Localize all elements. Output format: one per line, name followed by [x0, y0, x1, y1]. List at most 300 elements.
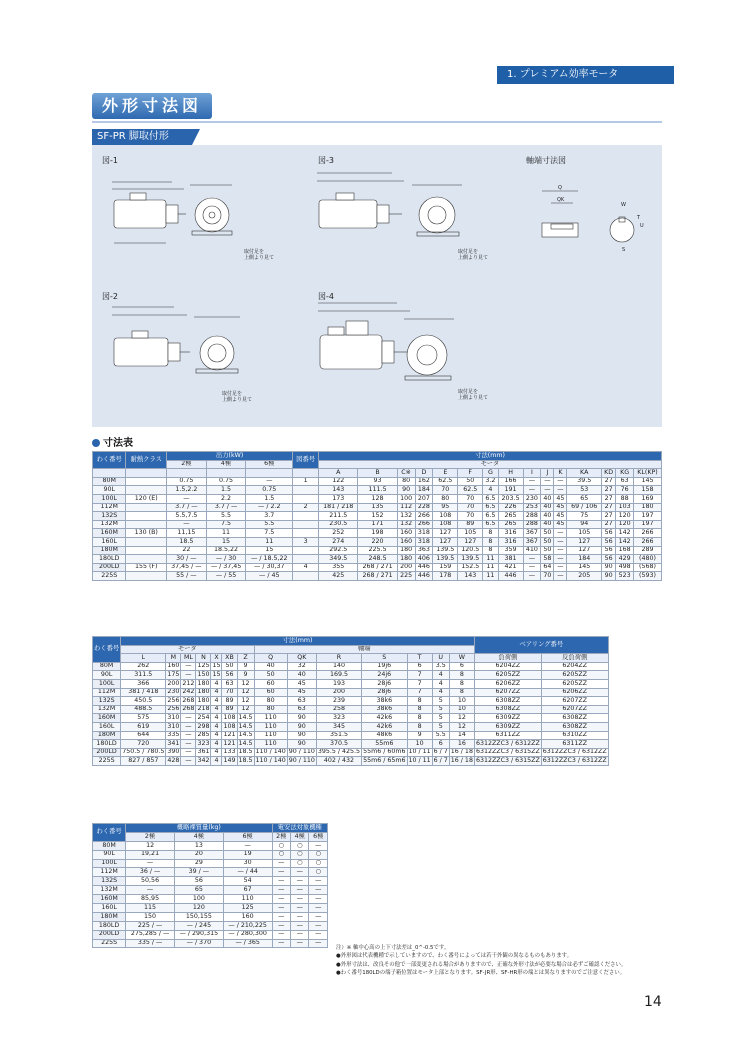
t3-frame-header: わく番号 — [93, 824, 126, 842]
t1-col-header: K — [554, 469, 567, 478]
t1-output: 55 / — — [167, 572, 207, 581]
t2-dim: 4 — [211, 697, 222, 706]
t1-dims-header: 寸法(mm) — [319, 452, 662, 461]
t2-dim: 140 — [316, 662, 361, 671]
t2-dim: 28j6 — [362, 679, 407, 688]
t1-output: 18.5,22 — [206, 546, 246, 555]
t2-dim: 4 — [211, 688, 222, 697]
t2-dim: 6 — [407, 662, 432, 671]
t2-dim: 370.5 — [316, 740, 361, 749]
t2-dim: — — [181, 740, 196, 749]
t1-dim: 139.5 — [433, 546, 458, 555]
t2-dim: 644 — [121, 731, 166, 740]
t3-mass: — — [126, 859, 175, 868]
t2-dim: 8 — [407, 697, 432, 706]
t1-dim: 225 — [397, 572, 415, 581]
t1-dim: — — [554, 572, 567, 581]
table-row — [93, 886, 328, 895]
t1-dim: 349.5 — [319, 555, 358, 564]
t2-dim: 5.5 — [432, 731, 449, 740]
table-row — [93, 859, 328, 868]
t3-cert: — — [291, 912, 309, 921]
t2-dim: 6 — [449, 662, 474, 671]
t1-dim: 75 — [567, 512, 602, 521]
t1-dim: 292.5 — [319, 546, 358, 555]
t1-fig — [293, 520, 319, 529]
t2-dim: 56 — [222, 671, 237, 680]
t1-dim: 253 — [523, 503, 541, 512]
t2-dim: 230 — [167, 688, 180, 696]
t1-col-header: KL(KP) — [634, 469, 662, 478]
t2-dim: 256 — [167, 705, 180, 713]
t1-dim: 274 — [319, 537, 358, 546]
t2-dim: 45 — [287, 679, 316, 688]
t2-col-header: Q — [254, 654, 287, 663]
t2-col-header: R — [316, 654, 361, 663]
table-row — [93, 546, 662, 555]
t1-dim: 27 — [602, 503, 616, 512]
t1-frame: 132M — [93, 520, 126, 529]
t1-dim: 180 — [634, 503, 662, 512]
t3-frame: 132S — [93, 877, 126, 886]
table-row — [93, 529, 662, 538]
t2-col-header: ML — [181, 654, 196, 663]
shaft-end-label: 軸端寸法図 — [526, 156, 566, 165]
t3-cert: — — [291, 939, 309, 948]
table-row — [93, 572, 662, 581]
t1-output: 7.5 — [246, 529, 293, 538]
t1-dim: 27 — [602, 494, 616, 503]
t2-dim: 55m6 / 60m6 — [363, 748, 406, 756]
t1-dim: — — [523, 572, 541, 581]
t1-output-header: 出力(kW) — [167, 452, 293, 461]
t1-dim: 127 — [567, 537, 602, 546]
t3-cert: — — [309, 921, 328, 930]
t2-dim: 108 — [223, 713, 236, 721]
t2-dim: 10 / 11 — [408, 756, 431, 764]
t2-dim: 89 — [222, 697, 237, 706]
t1-output: 1.5,2.2 — [167, 486, 207, 495]
t1-dim: 40 — [541, 512, 554, 521]
t1-col-header: C※ — [397, 469, 415, 478]
t3-frame: 200LD — [93, 930, 126, 939]
t2-dim: 395.5 / 425.5 — [317, 748, 361, 756]
t2-dim: 14.5 — [238, 739, 253, 747]
t2-dim: 10 — [449, 697, 474, 706]
t2-dim: 12 — [449, 714, 474, 723]
t3-mass: 120 — [174, 904, 223, 913]
t3-frame: 132M — [93, 886, 126, 895]
t1-dim: 268 / 271 — [358, 572, 397, 581]
t2-col-header: L — [121, 654, 166, 663]
t2-dim: 8 — [449, 671, 474, 680]
t1-dim: 158 — [634, 486, 662, 495]
t1-dim: 127 — [433, 529, 458, 538]
t2-bearing: 6204ZZ — [474, 662, 541, 671]
shaft-label-s: S — [622, 247, 626, 253]
t2-dim: 12 — [237, 705, 254, 714]
t3-frame: 80M — [93, 841, 126, 850]
t1-output: 0.75 — [167, 477, 207, 486]
t1-col-header: H — [498, 469, 523, 478]
t1-dim: 381 — [498, 555, 523, 564]
t2-dim: 14 — [449, 731, 474, 740]
t2-dim: 8 — [407, 714, 432, 723]
t2-bearing: 6310ZZ — [541, 731, 608, 740]
t3-cert: — — [291, 877, 309, 886]
t1-dim: — — [554, 477, 567, 486]
t2-bearing: 6312ZZC3 / 6312ZZ — [475, 739, 540, 747]
t2-col-header: T — [407, 654, 432, 663]
t1-output: 22 — [167, 546, 207, 555]
t1-class — [126, 555, 167, 564]
t1-dim: 169 — [634, 494, 662, 503]
t1-class — [126, 512, 167, 521]
t1-spacer — [167, 469, 207, 478]
t2-dim: 200 — [316, 688, 361, 697]
t2-dim: 38k6 — [362, 705, 407, 714]
t1-output: — / 37,45 — [206, 563, 246, 572]
t1-dim: 27 — [602, 520, 616, 529]
t1-dim: 58 — [541, 555, 554, 564]
t1-class — [126, 546, 167, 555]
t3-pole: 2極 — [272, 832, 290, 841]
t3-mass: 65 — [174, 886, 223, 895]
figure-1-label: 図-1 — [102, 156, 118, 165]
t2-dim: 575 — [121, 714, 166, 723]
t1-dim: 132 — [397, 512, 415, 521]
t2-dim: 310 — [167, 713, 180, 721]
t2-dim: 110 — [254, 722, 287, 731]
t3-mass: 29 — [174, 859, 223, 868]
t3-cert: — — [272, 886, 290, 895]
t1-output: 2.2 — [206, 494, 246, 503]
t1-dim: 171 — [358, 520, 397, 529]
t2-dim: 110 — [254, 740, 287, 749]
t1-dim: 120 — [616, 520, 634, 529]
t1-dim: 265 — [498, 520, 523, 529]
t1-dim: 184 — [567, 555, 602, 564]
t2-dim: 4 — [432, 688, 449, 697]
figure-4-label: 図-4 — [318, 292, 334, 301]
t1-dim: 63 — [616, 477, 634, 486]
t2-dim: 50 — [222, 662, 237, 671]
t2-dim: 10 / 11 — [408, 748, 431, 756]
t2-dim: 7 — [407, 671, 432, 680]
t2-bearing: 6309ZZ — [474, 714, 541, 723]
page-number: 14 — [644, 994, 662, 1010]
t2-dim: 40 — [287, 671, 316, 680]
t3-frame: 225S — [93, 939, 126, 948]
t1-dim: 70 — [458, 512, 483, 521]
t2-dim: — — [181, 757, 196, 766]
t2-dim: 258 — [316, 705, 361, 714]
t1-fig: 1 — [293, 477, 319, 486]
t1-dim: 143 — [319, 486, 358, 495]
view-note-1: 取付足を 上側より見て — [244, 249, 275, 261]
t1-dim: 160 — [397, 537, 415, 546]
t3-mass: 150,155 — [174, 912, 223, 921]
table-row — [93, 904, 328, 913]
t3-cert: — — [309, 877, 328, 886]
t2-dim: 200 — [167, 679, 180, 687]
t1-dim: 50 — [541, 537, 554, 546]
t2-dim: 45 — [287, 688, 316, 697]
t1-dim: — — [554, 537, 567, 546]
t1-output: — / 30 — [206, 555, 246, 564]
dims-section-title: 寸法表 — [92, 434, 133, 449]
t1-dim: 120.5 — [458, 546, 483, 555]
t1-dim: 88 — [616, 494, 634, 503]
t1-output: — / 2.2 — [246, 503, 293, 512]
t3-mass: 100 — [174, 895, 223, 904]
t2-dim: 110 / 140 — [255, 748, 286, 756]
t2-dim: 90 — [287, 714, 316, 723]
table-row — [93, 722, 609, 731]
t1-dim: 127 — [433, 537, 458, 546]
t1-output: — — [167, 520, 207, 529]
t2-dim: 6 — [432, 740, 449, 749]
t2-dim: 90 / 110 — [288, 756, 315, 764]
t3-cert: — — [309, 904, 328, 913]
t2-col-header: W — [449, 654, 474, 663]
t1-output: — / 30,37 — [246, 563, 293, 572]
t2-dim: 619 — [121, 722, 166, 731]
t1-dim: 90 — [602, 572, 616, 581]
t1-dim: 11 — [483, 563, 498, 572]
t1-col-header: J — [541, 469, 554, 478]
t1-dim: 122 — [319, 477, 358, 486]
t2-frame-header: わく番号 — [93, 637, 121, 663]
t2-bearing: 6308ZZ — [541, 722, 608, 731]
t1-frame-header: わく番号 — [93, 452, 126, 469]
t1-dim: 197 — [634, 512, 662, 521]
t3-pole: 2極 — [126, 832, 175, 841]
t1-dim: 8 — [483, 529, 498, 538]
footnote: ●外形寸法は、改良その他で一部変更される場合がありますので、正確な外形寸法が必要な場合は必ずご確認ください。 — [336, 961, 627, 968]
t1-spacer — [93, 469, 126, 478]
t2-dim: 488.5 — [121, 705, 166, 714]
table-row — [93, 486, 662, 495]
page-subtitle: SF-PR 脚取付形 — [92, 129, 192, 145]
t1-dim: 248.5 — [358, 555, 397, 564]
t2-dim: 4 — [211, 679, 222, 688]
t2-dim: 4 — [211, 757, 222, 766]
t3-mass: 13 — [174, 841, 223, 850]
t2-dim: 80 — [254, 697, 287, 706]
t2-dim: 90 — [287, 722, 316, 731]
t3-cert: ○ — [309, 850, 328, 859]
shaft-label-w: W — [621, 202, 626, 208]
t1-frame: 200LD — [93, 563, 126, 572]
t3-mass: 54 — [223, 877, 272, 886]
t2-frame: 80M — [93, 662, 121, 671]
t1-output: 3.7 — [246, 512, 293, 521]
t2-dim: 40 — [254, 662, 287, 671]
t3-cert: — — [272, 921, 290, 930]
t2-dim: 18.5 — [238, 756, 253, 764]
t1-output: 18.5 — [167, 537, 207, 546]
t1-dim: 207 — [415, 494, 433, 503]
t3-mass: — / 44 — [223, 868, 272, 877]
t1-class — [126, 503, 167, 512]
t2-bearing: 6312ZZC3 / 6315ZZ — [475, 748, 540, 756]
t3-mass: 19 — [223, 850, 272, 859]
t2-dim: 90 — [287, 731, 316, 740]
t1-col-header: B — [358, 469, 397, 478]
t1-col-header: KG — [616, 469, 634, 478]
t2-dim: 90 — [287, 740, 316, 749]
t1-dim: 93 — [358, 477, 397, 486]
footnotes — [336, 944, 666, 977]
t2-bearing: 6311ZZ — [474, 731, 541, 740]
t1-class — [126, 477, 167, 486]
t2-dim: 8 — [407, 705, 432, 714]
t1-dim: — — [541, 486, 554, 495]
shaft-label-qk: QK — [557, 197, 565, 203]
t1-dim: 80 — [397, 477, 415, 486]
t3-mass: 67 — [223, 886, 272, 895]
t1-fig — [293, 512, 319, 521]
t1-dim: 318 — [415, 529, 433, 538]
t2-bearing: 6312ZZC3 / 6312ZZ — [542, 756, 607, 764]
t1-dim: 230 — [523, 494, 541, 503]
table-row — [93, 494, 662, 503]
t1-dim: 367 — [523, 537, 541, 546]
t2-dim: 55m6 / 65m6 — [363, 756, 406, 764]
t1-dim: 265 — [498, 512, 523, 521]
t1-dim: 95 — [433, 503, 458, 512]
t2-dim: 7 — [407, 688, 432, 697]
t1-dim: 180 — [397, 546, 415, 555]
t1-fig: 3 — [293, 537, 319, 546]
view-note-4: 取付足を 上側より見て — [458, 389, 489, 401]
t2-dim: 150 — [197, 671, 210, 679]
t1-dim: 367 — [523, 529, 541, 538]
t2-dim: 323 — [197, 739, 210, 747]
t1-frame: 132S — [93, 512, 126, 521]
t1-spacer — [126, 469, 167, 478]
t1-dim: 446 — [415, 572, 433, 581]
table-row — [93, 850, 328, 859]
t1-output: 7.5 — [206, 520, 246, 529]
t1-dim: 226 — [498, 503, 523, 512]
t3-cert: ○ — [272, 850, 290, 859]
t2-dim: 390 — [167, 748, 180, 756]
t1-output: — / 55 — [206, 572, 246, 581]
t2-dim: 89 — [222, 705, 237, 714]
t2-dim: 4 — [211, 705, 222, 714]
t2-dim: 10 — [407, 740, 432, 749]
t2-dim: 285 — [197, 731, 210, 739]
dimension-drawings — [92, 145, 662, 427]
t3-mass: 125 — [223, 904, 272, 913]
t3-cert: ○ — [291, 859, 309, 868]
figure-2-label: 図-2 — [102, 292, 118, 301]
t1-class: 120 (E) — [126, 494, 167, 503]
t1-dim: 27 — [602, 486, 616, 495]
t2-dim: 38k6 — [362, 697, 407, 706]
t1-dim: 173 — [319, 494, 358, 503]
t1-dim: 40 — [541, 503, 554, 512]
t1-dim: 145 — [634, 477, 662, 486]
t2-dim: 16 — [449, 740, 474, 749]
table-row — [93, 912, 328, 921]
t1-dim: 200 — [397, 563, 415, 572]
t3-cert: — — [291, 895, 309, 904]
t1-dim: 4 — [483, 486, 498, 495]
t1-fig: 2 — [293, 503, 319, 512]
shaft-label-t: T — [637, 215, 641, 221]
t2-dim: — — [181, 662, 196, 671]
t2-dim: 8 — [449, 679, 474, 688]
t1-dim: 53 — [567, 486, 602, 495]
t1-class-header: 耐熱クラス — [126, 452, 167, 469]
t3-mass: — / 365 — [223, 939, 272, 948]
t3-pole: 6極 — [309, 832, 328, 841]
t1-dim: 112 — [397, 503, 415, 512]
t2-dim: 180 — [197, 679, 210, 687]
t1-dim: — — [554, 529, 567, 538]
t1-output: 11 — [206, 529, 246, 538]
t1-dim: 410 — [523, 546, 541, 555]
t2-dim: 149 — [223, 756, 236, 764]
t2-dim: 218 — [197, 705, 210, 713]
t1-dim: 289 — [634, 546, 662, 555]
t2-dim: 4 — [211, 722, 222, 731]
t1-frame: 112M — [93, 503, 126, 512]
table-row — [93, 868, 328, 877]
t3-mass: — / 370 — [174, 939, 223, 948]
table-row — [93, 503, 662, 512]
t2-dim: 242 — [182, 688, 195, 696]
t2-dim: — — [181, 671, 196, 680]
t1-dim: 6.5 — [483, 494, 498, 503]
t3-cert: — — [309, 939, 328, 948]
t3-mass: 225 / — — [126, 921, 175, 930]
t3-cert: — — [309, 930, 328, 939]
table-row — [93, 740, 609, 749]
t2-frame: 132M — [93, 705, 121, 714]
t3-cert: ○ — [272, 841, 290, 850]
t2-frame: 132S — [93, 697, 121, 706]
t2-dim: 14.5 — [238, 722, 253, 730]
t2-dim: 9 — [407, 731, 432, 740]
t3-cert: — — [272, 904, 290, 913]
t2-dim: 450.5 — [121, 697, 166, 706]
t2-dim: 402 / 432 — [316, 757, 361, 766]
t2-bearing-header: ベアリング番号 — [474, 637, 608, 654]
t1-dim: — — [523, 563, 541, 572]
t2-col-header: S — [362, 654, 407, 663]
t1-dim: 70 — [541, 572, 554, 581]
t2-dim: 311.5 — [121, 671, 166, 680]
t2-dim: 8 — [407, 722, 432, 731]
t1-pole-6: 6極 — [246, 460, 293, 469]
t2-dim: 335 — [167, 731, 180, 739]
t2-dim: 428 — [167, 756, 180, 764]
t2-dim: 3.5 — [432, 662, 449, 671]
t1-output: 1.5 — [206, 486, 246, 495]
t1-dim: (480) — [634, 555, 662, 564]
t3-cert: — — [309, 895, 328, 904]
t2-bearing: 6206ZZ — [474, 679, 541, 688]
t1-dim: 64 — [541, 563, 554, 572]
t1-output: 0.75 — [246, 486, 293, 495]
t1-dim: 69 / 106 — [567, 503, 602, 512]
t1-dim: 166 — [498, 477, 523, 486]
t2-dim: 55m6 — [362, 740, 407, 749]
